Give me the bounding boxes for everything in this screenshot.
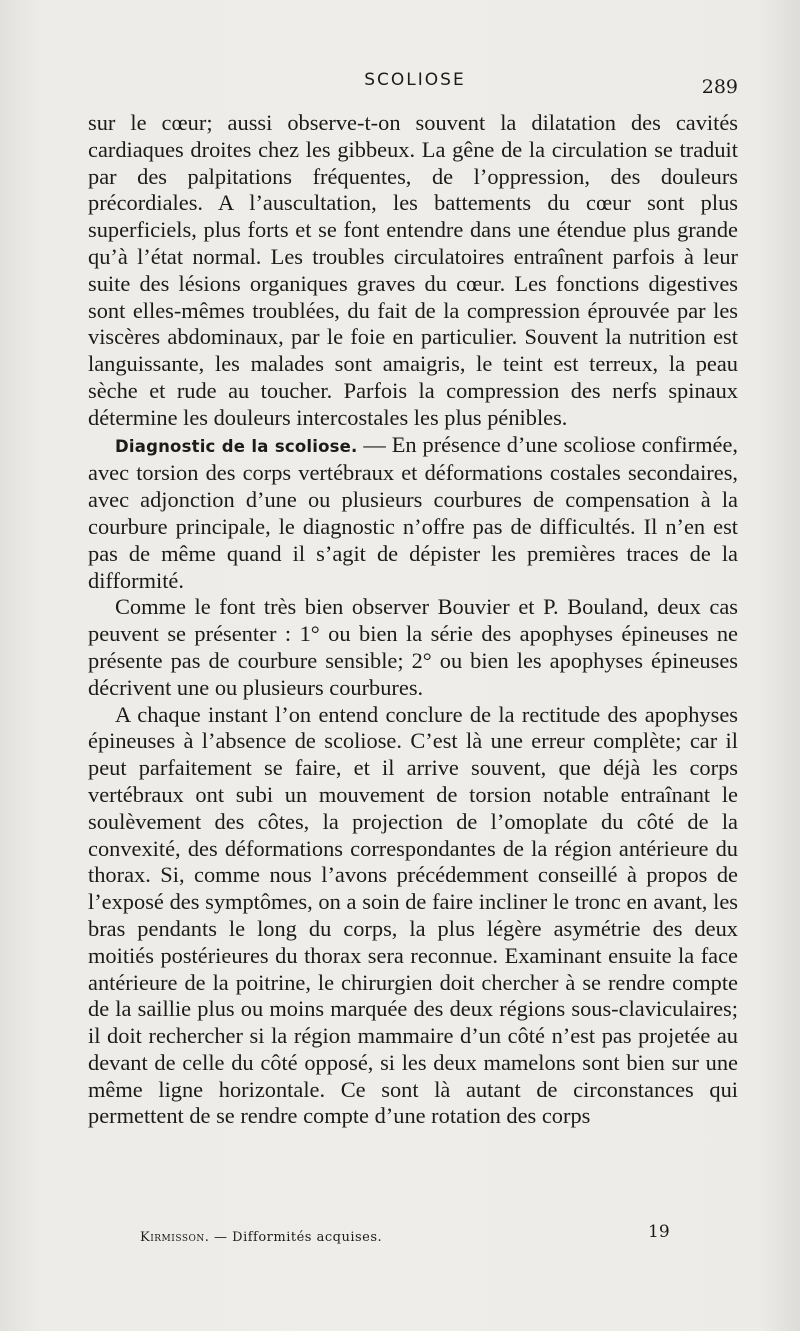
footer-book-title: — Difformités acquises. bbox=[209, 1230, 383, 1245]
page-footer bbox=[140, 1222, 740, 1252]
paragraph-3: Comme le font très bien observer Bouvier et P. Bouland, deux cas peuvent se présenter : 1° ou bien la série des apophyses épineuses ne présente pas de courbure sensible; 2° ou bien les apophyses épineuses décrivent une ou plusieurs courbures. bbox=[88, 594, 738, 700]
paragraph-2-text: — En présence d’une scoliose confirmée, avec torsion des corps vertébraux et déformations costales secondaires, avec adjonction d’une ou plusieurs courbures de compensation à la courbure principale, le diagnostic n’offre pas de difficultés. Il n’en est pas de même quand il s’agit de dépister les premières traces de la difformité. bbox=[88, 431, 738, 593]
running-title: SCOLIOSE bbox=[364, 70, 466, 90]
paragraph-1: sur le cœur; aussi observe-t-on souvent la dilatation des cavités cardiaques droites chez les gibbeux. La gêne de la circulation se traduit par des palpitations fréquentes, de l’oppression, des douleurs précordiales. A l’auscultation, les battements du cœur sont plus superficiels, plus forts et se font entendre dans une étendue plus grande qu’à l’état normal. Les troubles circulatoires entraînent parfois à leur suite des lésions organiques graves du cœur. Les fonctions digestives sont elles-mêmes troublées, du fait de la compression éprouvée par les viscères abdominaux, par le foie en particulier. Souvent la nutrition est languissante, les malades sont amaigris, le teint est terreux, la peau sèche et rude au toucher. Parfois la compression des nerfs spinaux détermine les douleurs intercostales les plus pénibles. bbox=[88, 110, 738, 430]
body-text bbox=[88, 110, 738, 1130]
footer-author: Kirmisson. bbox=[140, 1230, 210, 1245]
section-heading: Diagnostic de la scoliose. bbox=[115, 436, 358, 456]
paragraph-2 bbox=[88, 432, 738, 595]
page-header bbox=[90, 70, 740, 100]
paragraph-4: A chaque instant l’on entend conclure de la rectitude des apophyses épineuses à l’absence de scoliose. C’est là une erreur complète; car il peut parfaitement se faire, et il arrive souvent, que déjà les corps vertébraux ont subi un mouvement de torsion notable entraînant le soulèvement des côtes, la projection de l’omoplate du côté de la convexité, des déformations correspondantes de la région antérieure du thorax. Si, comme nous l’avons précédemment conseillé à propos de l’exposé des symptômes, on a soin de faire incliner le tronc en avant, les bras pendants le long du corps, la plus légère asymétrie des deux moitiés postérieures du thorax sera reconnue. Examinant ensuite la face antérieure de la poitrine, le chirurgien doit chercher à se rendre compte de la saillie plus ou moins marquée des deux régions sous-claviculaires; il doit rechercher si la région mammaire d’un côté n’est pas projetée au devant de celle du côté opposé, si les deux mamelons sont bien sur une même ligne horizontale. Ce sont là autant de circonstances qui permettent de se rendre compte d’une rotation des corps bbox=[88, 701, 738, 1129]
footer-citation bbox=[140, 1230, 382, 1245]
signature-mark: 19 bbox=[648, 1222, 670, 1242]
page-number: 289 bbox=[701, 76, 738, 98]
